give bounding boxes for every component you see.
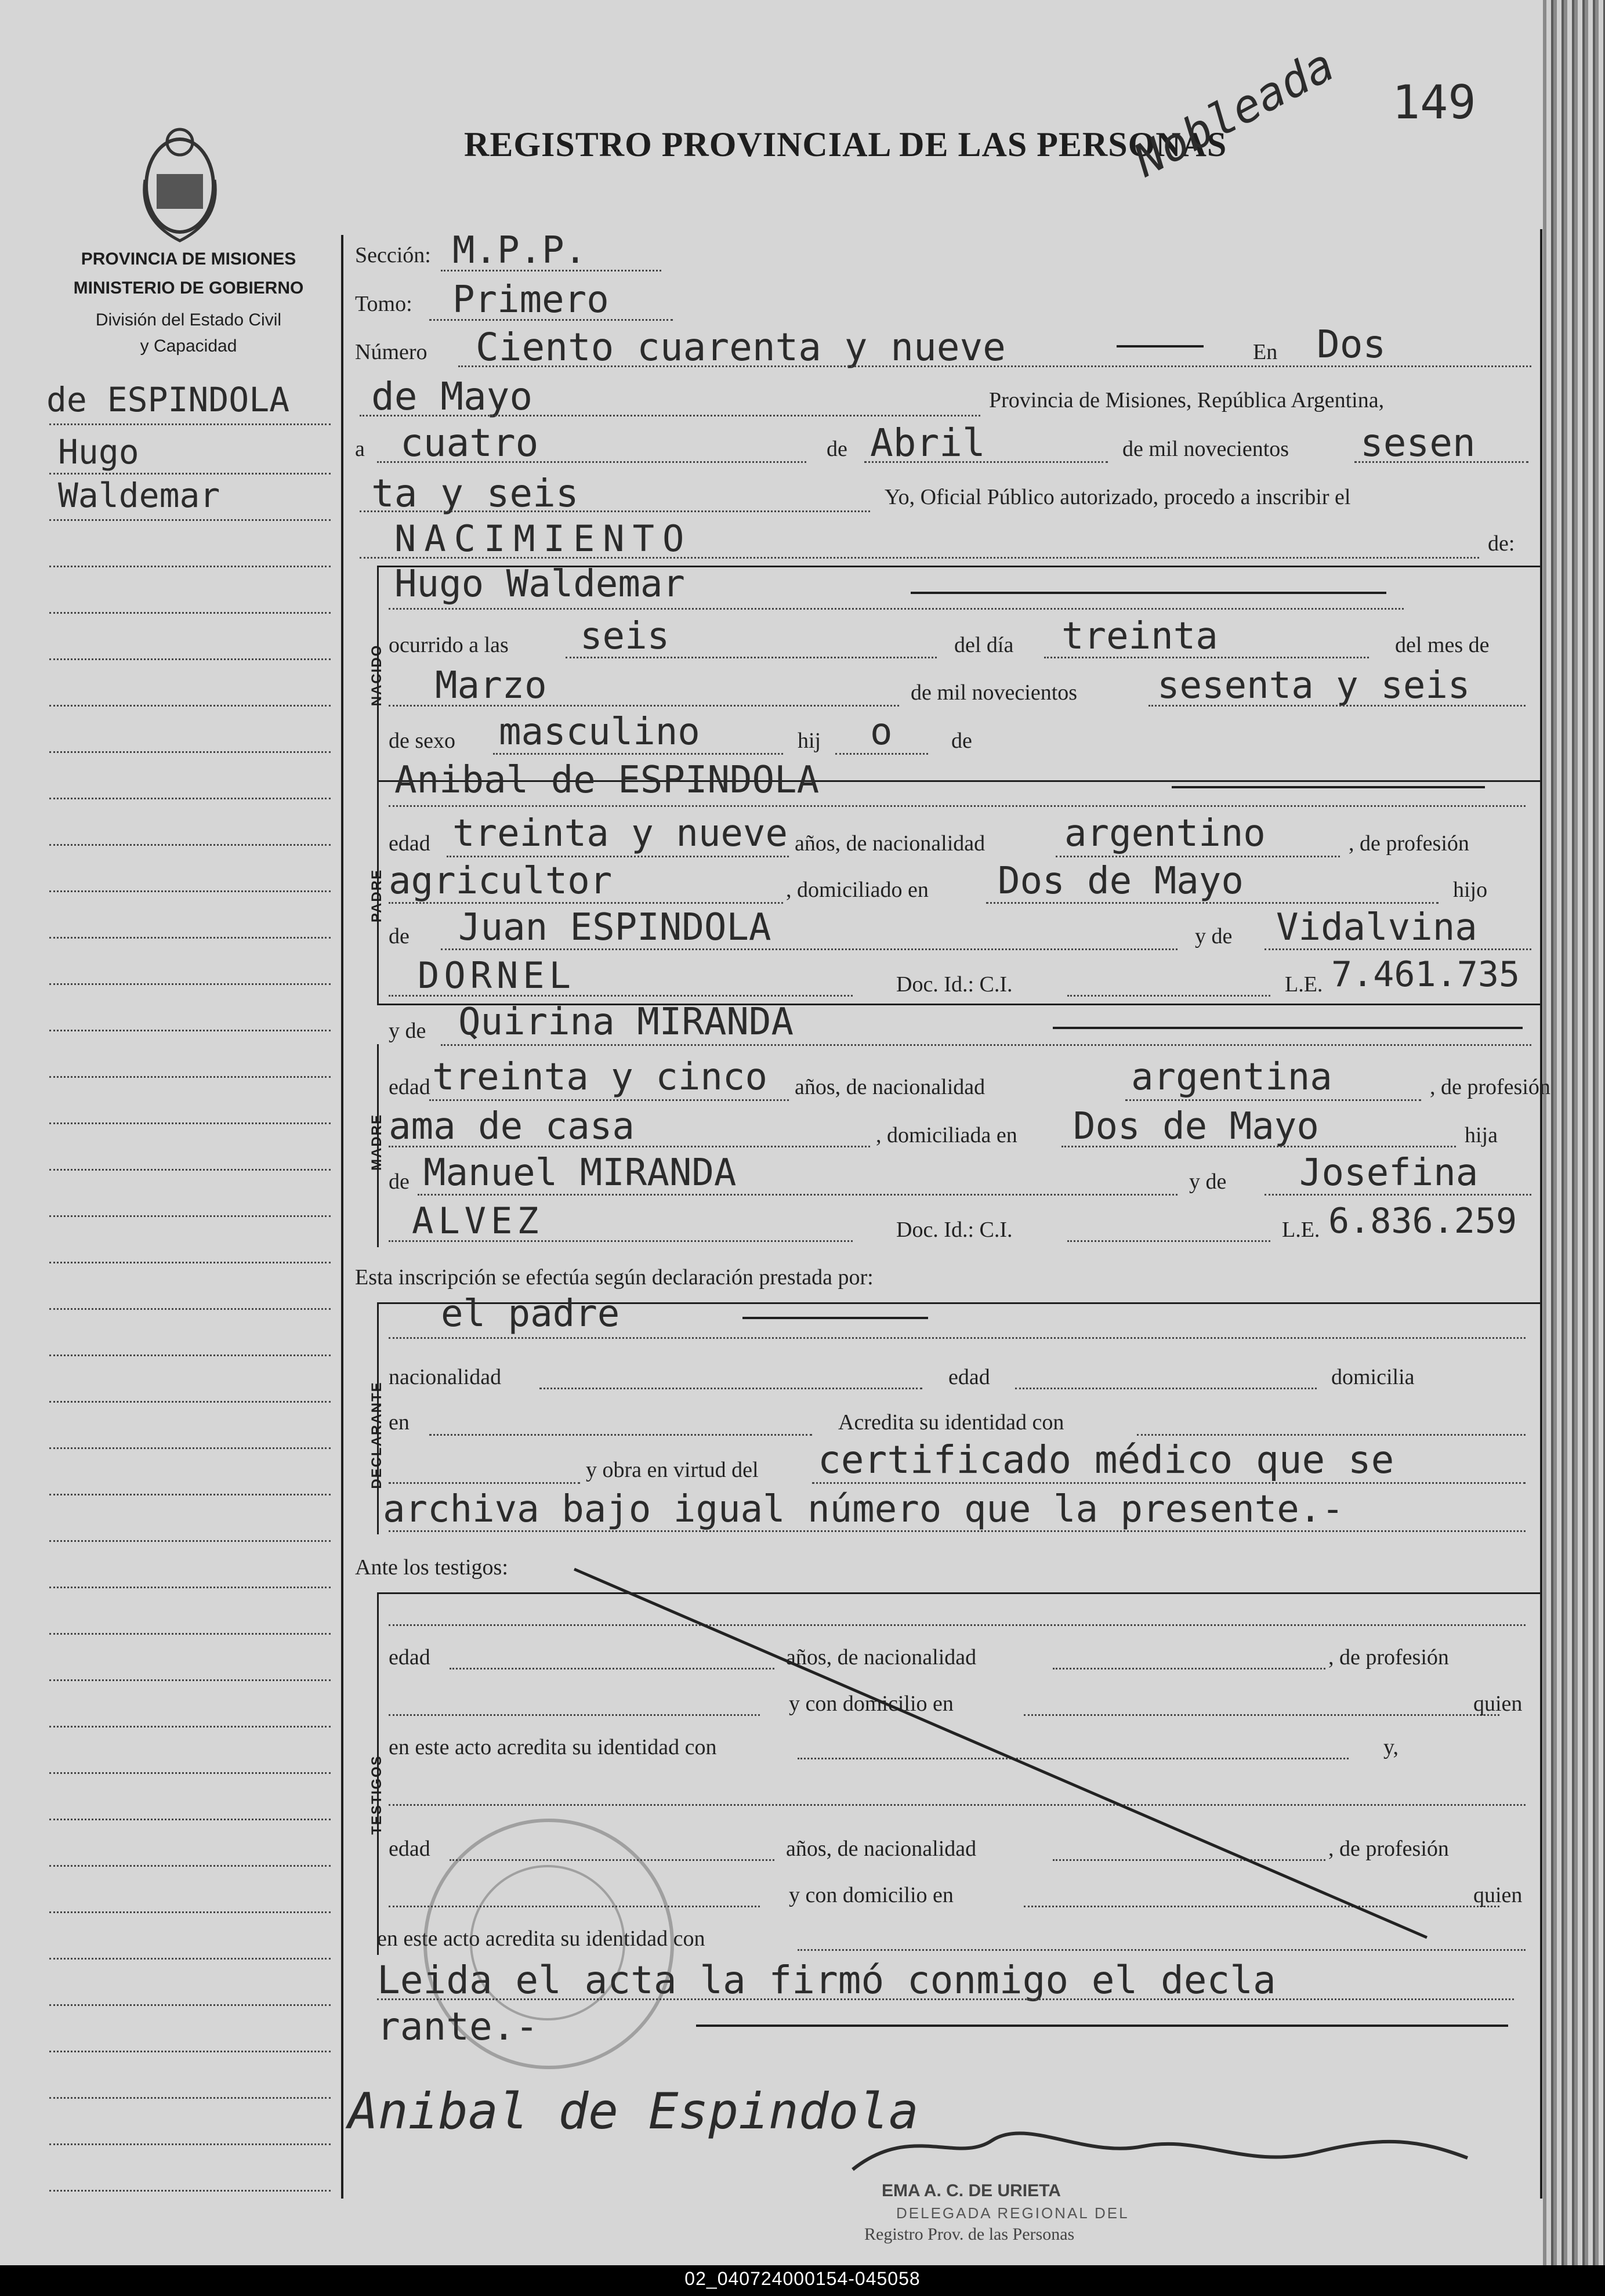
en-label: En (1253, 340, 1278, 364)
margin-given-name-1: Hugo (58, 432, 139, 472)
nacido-nombre: Hugo Waldemar (394, 563, 685, 606)
padre-profesion: agricultor (389, 860, 613, 903)
decl-obra-1: certificado médico que se (818, 1437, 1394, 1482)
decl-edad-label: edad (948, 1365, 990, 1389)
madre-madre-de-2: ALVEZ (412, 1200, 544, 1242)
del-dia-label: del día (954, 633, 1014, 657)
anio-part1: sesen (1360, 421, 1476, 465)
padre-nac-label: años, de nacionalidad (795, 831, 986, 856)
seccion-label: Sección: (355, 243, 431, 267)
t2-anios-label: años, de nacionalidad (786, 1837, 977, 1861)
madre-le: 6.836.259 (1328, 1201, 1517, 1241)
t1-con-dom-label: y con domicilio en (789, 1692, 954, 1716)
padre-hijo-label: hijo (1453, 878, 1488, 902)
padre-edad-label: edad (389, 831, 430, 856)
decl-nac-label: nacionalidad (389, 1365, 502, 1389)
official-signature (841, 2117, 1479, 2187)
decl-dom-label: domicilia (1331, 1365, 1415, 1389)
annotation-stamp: Nobleada (1125, 39, 1343, 187)
padre-padre-de: Juan ESPINDOLA (458, 906, 771, 949)
nacido-mil-label: de mil novecientos (911, 680, 1078, 705)
institution-line2: MINISTERIO DE GOBIERNO (73, 278, 304, 298)
madre-edad-label: edad (389, 1075, 430, 1099)
t2-prof-label: , de profesión (1328, 1837, 1449, 1861)
padre-doc-label: Doc. Id.: C.I. (896, 972, 1013, 997)
padre-nombre: Anibal de ESPINDOLA (394, 759, 820, 802)
madre-le-label: L.E. (1282, 1218, 1320, 1242)
padre-le: 7.461.735 (1331, 954, 1520, 995)
a-label: a (355, 437, 365, 461)
closing-line-1: Leida el acta la firmó conmigo el decla (377, 1958, 1276, 2002)
madre-prof-label: , de profesión (1430, 1075, 1550, 1099)
yo-text: Yo, Oficial Público autorizado, procedo a inscribir el (885, 485, 1351, 509)
institution-line4: y Capacidad (140, 336, 237, 356)
madre-nacionalidad: argentina (1131, 1056, 1332, 1099)
madre-madre-de-1: Josefina (1299, 1151, 1479, 1194)
official-title: DELEGADA REGIONAL DEL (896, 2204, 1129, 2222)
official-round-seal-inner (470, 1865, 625, 2020)
madre-hija-label: hija (1465, 1123, 1498, 1147)
padre-prof-label: , de profesión (1349, 831, 1469, 856)
seccion-value: M.P.P. (452, 229, 587, 272)
tomo-value: Primero (452, 278, 609, 321)
numero-value: Ciento cuarenta y nueve (476, 325, 1006, 370)
folio-number: 149 (1392, 75, 1476, 129)
padre-nacionalidad: argentino (1064, 812, 1266, 855)
section-label-madre: MADRE (369, 1114, 385, 1171)
nacido-anio: sesenta y seis (1157, 664, 1470, 707)
declarante-intro: Esta inscripción se efectúa según declaración prestada por: (355, 1265, 874, 1290)
institution-line3: División del Estado Civil (95, 310, 282, 329)
t2-quien-label: quien (1473, 1883, 1523, 1907)
mes-value: Abril (870, 421, 986, 465)
declarante-nombre: el padre (441, 1292, 620, 1335)
ocurrido-label: ocurrido a las (389, 633, 509, 657)
section-label-padre: PADRE (369, 868, 385, 923)
t2-edad-label: edad (389, 1837, 430, 1861)
madre-profesion: ama de casa (389, 1105, 635, 1148)
section-label-nacido: NACIDO (369, 644, 385, 707)
image-identifier: 02_040724000154-045058 (684, 2268, 921, 2289)
provincia-text: Provincia de Misiones, República Argentina, (989, 388, 1385, 412)
t1-quien-label: quien (1473, 1692, 1523, 1716)
acto-value: NACIMIENTO (394, 517, 693, 560)
decl-en-label: en (389, 1410, 410, 1435)
madre-y-de-label: y de (389, 1019, 426, 1043)
closing-dash (696, 2025, 1508, 2027)
sexo-label: de sexo (389, 729, 456, 753)
padre-y-de-label: y de (1195, 924, 1233, 948)
margin-given-name-2: Waldemar (58, 476, 220, 515)
anio-part2: ta y seis (371, 471, 579, 516)
padre-madre-de-2: DORNEL (418, 954, 575, 997)
madre-nombre: Quirina MIRANDA (458, 1001, 794, 1044)
lugar-line2: de Mayo (371, 374, 533, 419)
mil-label: de mil novecientos (1122, 437, 1289, 461)
tomo-label: Tomo: (355, 292, 412, 316)
dia-value: cuatro (400, 421, 539, 465)
madre-doc-label: Doc. Id.: C.I. (896, 1218, 1013, 1242)
nacido-sexo: masculino (499, 711, 700, 754)
section-label-testigos: TESTIGOS (369, 1755, 385, 1835)
padre-madre-de-1: Vidalvina (1276, 906, 1477, 949)
madre-de-label: de (389, 1169, 410, 1194)
t1-prof-label: , de profesión (1328, 1645, 1449, 1670)
madre-domicilio: Dos de Mayo (1073, 1105, 1319, 1148)
institution-line1: PROVINCIA DE MISIONES (81, 249, 296, 269)
official-name: EMA A. C. DE URIETA (882, 2181, 1061, 2200)
declarant-signature: Anibal de Espindola (348, 2083, 919, 2141)
decl-obra-2: archiva bajo igual número que la presente.- (383, 1488, 1344, 1531)
t1-y-label: y, (1383, 1735, 1399, 1759)
del-mes-label: del mes de (1395, 633, 1490, 657)
madre-edad: treinta y cinco (432, 1056, 767, 1099)
t1-edad-label: edad (389, 1645, 430, 1670)
margin-surname: de ESPINDOLA (46, 380, 290, 419)
nacido-de-label: de (951, 729, 972, 753)
t2-con-dom-label: y con domicilio en (789, 1883, 954, 1907)
t1-anios-label: años, de nacionalidad (786, 1645, 977, 1670)
padre-de-label: de (389, 924, 410, 948)
hij-suffix: o (870, 711, 893, 754)
lugar-line1: Dos (1317, 322, 1386, 367)
padre-le-label: L.E. (1285, 972, 1323, 997)
document-title: REGISTRO PROVINCIAL DE LAS PERSONAS (464, 125, 1227, 164)
decl-acredita-label: Acredita su identidad con (838, 1410, 1064, 1435)
closing-line-2: rante.- (377, 2004, 539, 2049)
de-label: de (827, 437, 847, 461)
nacido-mes: Marzo (435, 664, 547, 707)
t1-acredita-label: en este acto acredita su identidad con (389, 1735, 717, 1759)
section-label-declarante: DECLARANTE (369, 1381, 385, 1489)
numero-label: Número (355, 340, 427, 364)
nacido-dia: treinta (1061, 615, 1218, 658)
decl-virtud-label: y obra en virtud del (586, 1458, 759, 1482)
nacido-hora: seis (580, 615, 670, 658)
padre-domicilio: Dos de Mayo (998, 860, 1244, 903)
padre-dom-label: , domiciliado en (786, 878, 929, 902)
t2-acredita-label: en este acto acredita su identidad con (377, 1926, 705, 1951)
madre-nac-label: años, de nacionalidad (795, 1075, 986, 1099)
padre-edad: treinta y nueve (452, 812, 788, 855)
official-office: Registro Prov. de las Personas (864, 2225, 1075, 2244)
testigos-intro: Ante los testigos: (355, 1555, 508, 1580)
hij-label: hij (798, 729, 821, 753)
madre-y-de2-label: y de (1189, 1169, 1227, 1194)
madre-dom-label: , domiciliada en (876, 1123, 1017, 1147)
madre-padre-de: Manuel MIRANDA (423, 1151, 737, 1194)
de-colon-label: de: (1488, 531, 1515, 556)
